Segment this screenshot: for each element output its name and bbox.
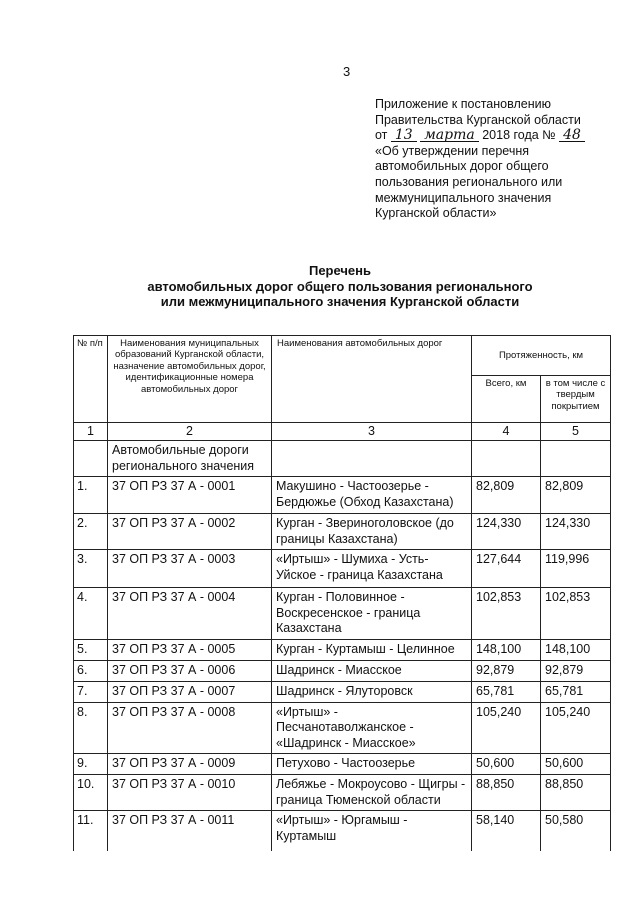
road-total: 127,644 [472,550,541,588]
road-total: 50,600 [472,754,541,775]
road-id: 37 ОП РЗ 37 А - 0011 [108,811,272,851]
road-total: 88,850 [472,775,541,811]
road-paved: 88,850 [541,775,611,811]
table-row [74,811,611,851]
road-id: 37 ОП РЗ 37 А - 0002 [108,514,272,550]
table-row [74,681,611,702]
road-paved: 119,996 [541,550,611,588]
row-number: 2. [74,514,108,550]
page-number: 3 [343,64,351,79]
handwritten-day: 13 [391,129,417,142]
table-row [74,775,611,811]
appendix-line: Курганской области» [375,206,497,221]
appendix-year: 2018 года № [482,128,556,143]
road-name: Макушино - Частоозерье - Бердюжье (Обход Казахстана) [272,477,472,514]
table-row [74,477,611,514]
header-num: № п/п [74,336,108,423]
header-total: Всего, км [472,376,541,423]
col-number: 3 [272,423,472,441]
col-number: 2 [108,423,272,441]
road-paved: 50,600 [541,754,611,775]
road-name: Шадринск - Миасское [272,660,472,681]
cell-empty [472,441,541,477]
row-number: 6. [74,660,108,681]
row-number: 10. [74,775,108,811]
handwritten-number: 48 [559,129,585,142]
cell-empty [74,441,108,477]
road-id: 37 ОП РЗ 37 А - 0010 [108,775,272,811]
appendix-line: автомобильных дорог общего [375,159,549,174]
road-id: 37 ОП РЗ 37 А - 0009 [108,754,272,775]
road-name: «Иртыш» - Шумиха - Усть-Уйское - граница Казахстана [272,550,472,588]
road-name: Лебяжье - Мокроусово - Щигры - граница Тюменской области [272,775,472,811]
roads-table [73,335,611,851]
table-row [74,639,611,660]
table-row [74,660,611,681]
cell-empty [541,441,611,477]
road-id: 37 ОП РЗ 37 А - 0004 [108,588,272,640]
appendix-line: межмуниципального значения [375,190,552,205]
row-number: 1. [74,477,108,514]
table-row [74,702,611,754]
road-total: 65,781 [472,681,541,702]
road-id: 37 ОП РЗ 37 А - 0003 [108,550,272,588]
road-name: Петухово - Частоозерье [272,754,472,775]
title-line: Перечень [308,263,372,278]
road-paved: 92,879 [541,660,611,681]
road-paved: 82,809 [541,477,611,514]
title-line: или межмуниципального значения Курганской области [160,294,520,310]
row-number: 8. [74,702,108,754]
header-length: Протяженность, км [472,336,611,376]
road-paved: 102,853 [541,588,611,640]
col-number: 5 [541,423,611,441]
header-paved: в том числе с твердым покрытием [541,376,611,423]
road-paved: 124,330 [541,514,611,550]
appendix-block [375,97,625,222]
row-number: 7. [74,681,108,702]
row-number: 3. [74,550,108,588]
appendix-line: пользования регионального или [375,174,563,189]
appendix-line: Приложение к постановлению [375,97,551,111]
appendix-line: Правительства Курганской области [375,112,581,127]
header-road: Наименования автомобильных дорог [272,336,472,423]
appendix-line: «Об утверждении перечня [375,143,530,158]
road-name: Шадринск - Ялуторовск [272,681,472,702]
row-number: 9. [74,754,108,775]
road-id: 37 ОП РЗ 37 А - 0006 [108,660,272,681]
road-id: 37 ОП РЗ 37 А - 0001 [108,477,272,514]
road-total: 124,330 [472,514,541,550]
road-name: «Иртыш» - Юргамыш - Куртамыш [272,811,472,851]
appendix-from: от [375,128,388,143]
road-total: 102,853 [472,588,541,640]
road-name: «Иртыш» - Песчанотаволжанское - «Шадринск - Миасское» [272,702,472,754]
document-title [60,263,620,310]
road-paved: 105,240 [541,702,611,754]
road-name: Курган - Куртамыш - Целинное [272,639,472,660]
cell-empty [272,441,472,477]
road-id: 37 ОП РЗ 37 А - 0008 [108,702,272,754]
row-number: 11. [74,811,108,851]
road-total: 82,809 [472,477,541,514]
road-name: Курган - Звериноголовское (до границы Казахстана) [272,514,472,550]
section-title: Автомобильные дороги регионального значения [108,441,272,477]
header-municipal: Наименования муниципальных образований Курганской области, назначение автомобильных дорог, идентификационные номера автомобильных дорог [108,336,272,423]
row-number: 5. [74,639,108,660]
road-paved: 50,580 [541,811,611,851]
road-paved: 65,781 [541,681,611,702]
col-number: 1 [74,423,108,441]
row-number: 4. [74,588,108,640]
table-row [74,588,611,640]
col-number: 4 [472,423,541,441]
table-row [74,514,611,550]
road-id: 37 ОП РЗ 37 А - 0007 [108,681,272,702]
road-total: 105,240 [472,702,541,754]
road-total: 58,140 [472,811,541,851]
road-total: 148,100 [472,639,541,660]
table-row [74,550,611,588]
handwritten-month: марта [420,129,479,142]
road-total: 92,879 [472,660,541,681]
table-row [74,754,611,775]
road-name: Курган - Половинное - Воскресенское - граница Казахстана [272,588,472,640]
title-line: автомобильных дорог общего пользования регионального [147,278,533,294]
road-paved: 148,100 [541,639,611,660]
road-id: 37 ОП РЗ 37 А - 0005 [108,639,272,660]
appendix-date-line [375,128,625,144]
